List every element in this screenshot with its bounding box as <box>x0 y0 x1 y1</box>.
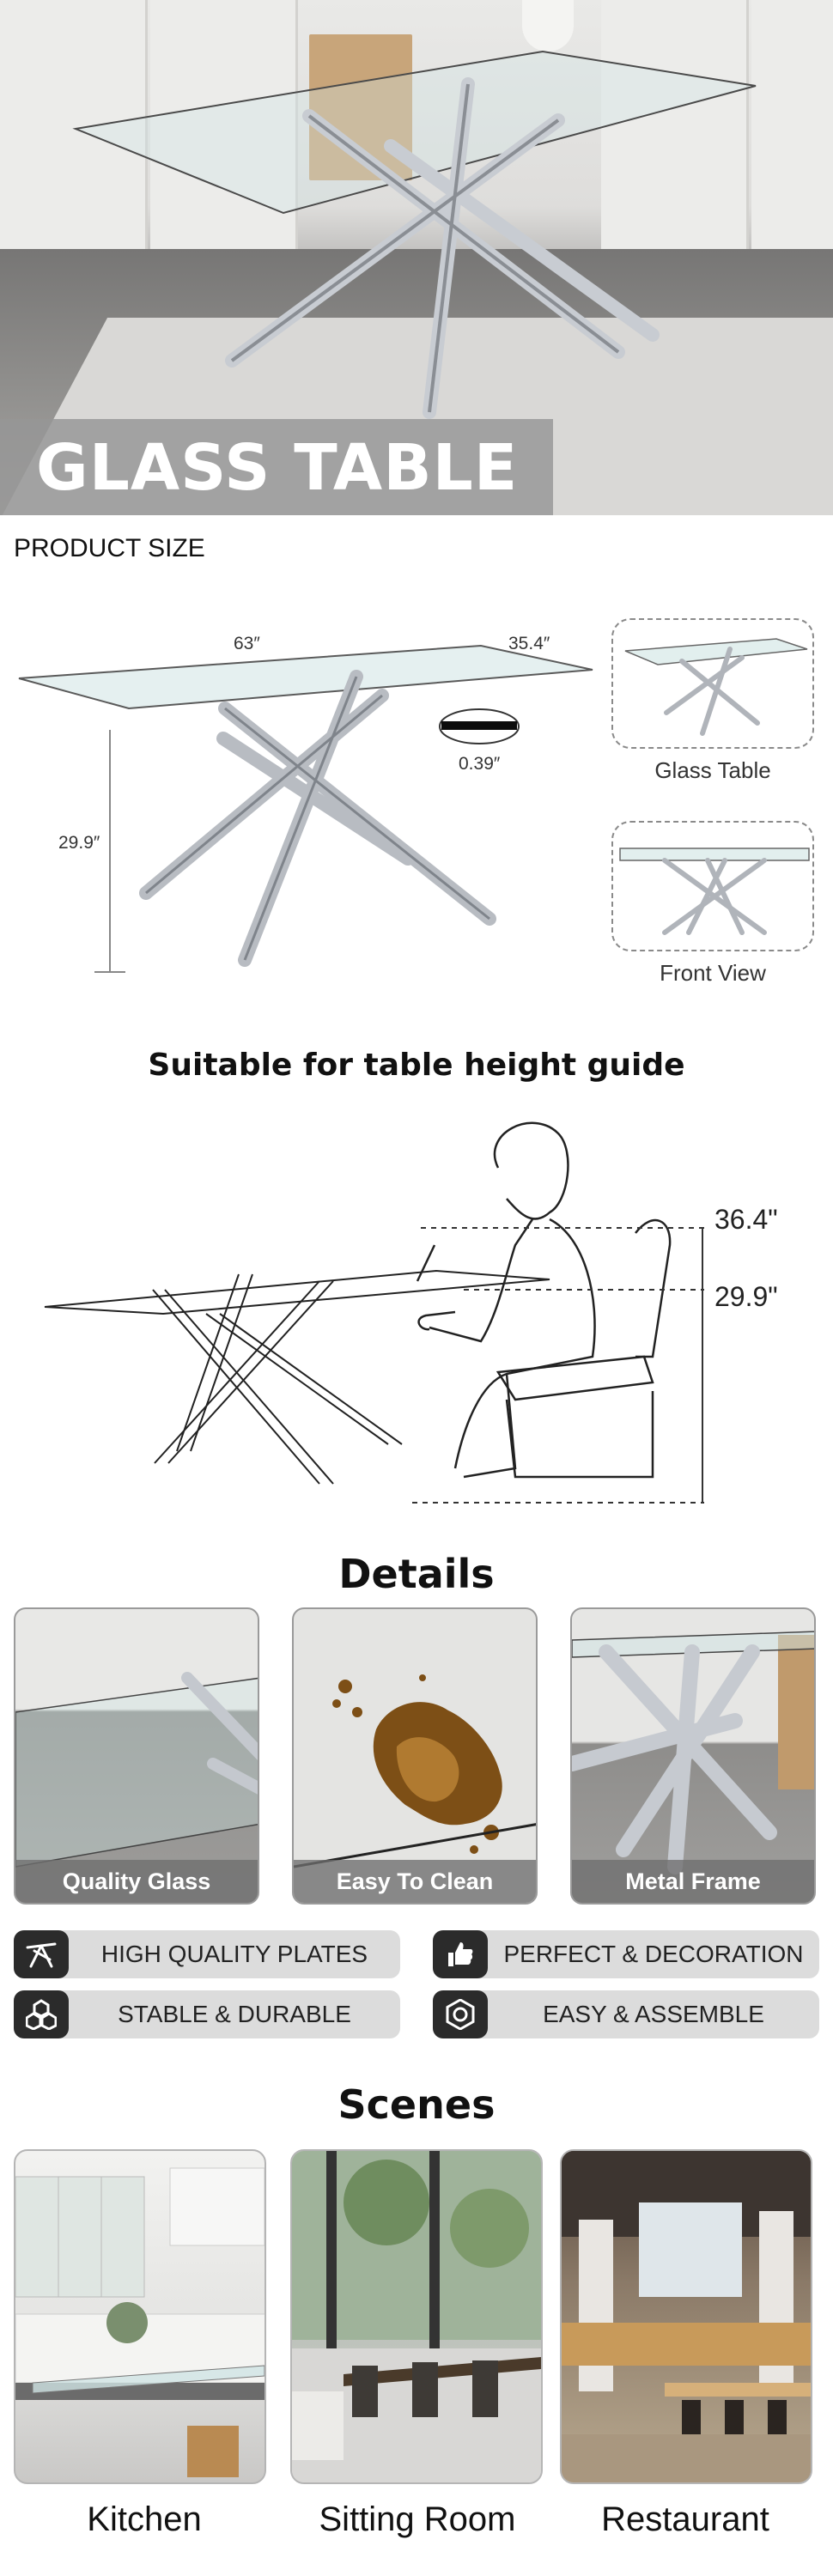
details-title: Details <box>338 1551 495 1597</box>
front-view-thumbnail <box>613 823 814 951</box>
thumb-label-front-view: Front View <box>660 960 766 986</box>
length-dimension: 63″ <box>234 634 260 653</box>
feature-perfect-decoration <box>433 1930 819 1978</box>
scene-label-restaurant: Restaurant <box>601 2500 769 2538</box>
detail-card-easy-to-clean[interactable] <box>292 1607 538 1905</box>
scene-label-sitting-room: Sitting Room <box>319 2500 516 2538</box>
gear-icon <box>433 1990 488 2038</box>
feature-label: STABLE & DURABLE <box>118 2001 351 2027</box>
feature-label: HIGH QUALITY PLATES <box>100 1941 368 1967</box>
thumbs-up-icon <box>433 1930 488 1978</box>
scenes-title: Scenes <box>337 2081 496 2128</box>
table-thumbnail <box>613 620 814 749</box>
detail-card-metal-frame[interactable] <box>570 1607 816 1905</box>
feature-label: EASY & ASSEMBLE <box>543 2001 764 2027</box>
scene-card-restaurant[interactable] <box>560 2149 812 2484</box>
feature-label: PERFECT & DECORATION <box>503 1941 804 1967</box>
detail-caption: Metal Frame <box>572 1860 814 1903</box>
feature-high-quality-plates <box>14 1930 400 1978</box>
hero-title: GLASS TABLE <box>36 431 519 505</box>
thumb-glass-table[interactable] <box>611 618 814 749</box>
thickness-dimension: 0.39″ <box>459 754 501 774</box>
thumb-front-view[interactable] <box>611 821 814 951</box>
thumb-label-glass-table: Glass Table <box>654 757 771 783</box>
scene-label-kitchen: Kitchen <box>87 2500 202 2538</box>
scene-card-sitting-room[interactable] <box>290 2149 543 2484</box>
product-size-heading: PRODUCT SIZE <box>14 534 205 562</box>
cubes-icon <box>14 1990 69 2038</box>
feature-stable-durable <box>14 1990 400 2038</box>
detail-card-quality-glass[interactable] <box>14 1607 259 1905</box>
hero-image <box>0 0 833 515</box>
kitchen-photo <box>15 2151 266 2484</box>
table-height-label: 29.9" <box>714 1281 778 1312</box>
detail-caption: Easy To Clean <box>294 1860 536 1903</box>
sitting-room-photo <box>292 2151 543 2484</box>
height-guide-illustration <box>0 1099 833 1511</box>
restaurant-photo <box>562 2151 812 2484</box>
seat-height-label: 36.4" <box>714 1204 778 1235</box>
height-guide-title: Suitable for table height guide <box>148 1048 685 1083</box>
height-dimension: 29.9″ <box>58 833 100 853</box>
table-icon <box>14 1930 69 1978</box>
detail-caption: Quality Glass <box>15 1860 258 1903</box>
width-dimension: 35.4″ <box>508 634 550 653</box>
feature-easy-assemble <box>433 1990 819 2038</box>
scene-card-kitchen[interactable] <box>14 2149 266 2484</box>
